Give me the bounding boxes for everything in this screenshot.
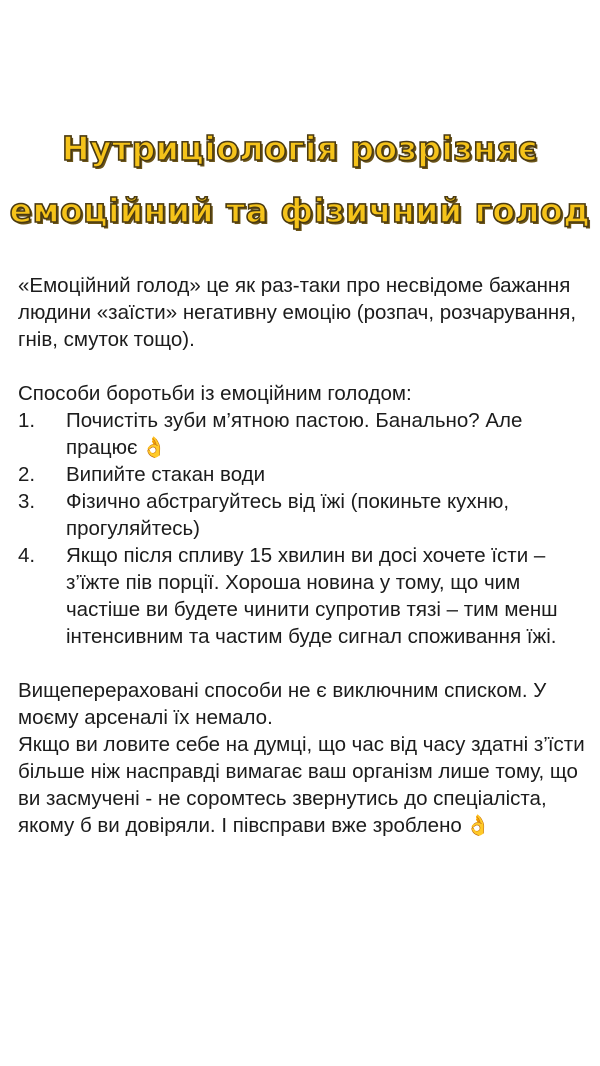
list-text: Якщо після спливу 15 хвилин ви досі хочете їсти – з’їжте пів порції. Хороша новина у тому, що чим частіше ви будете чинити супротив тязі – тим менш інтенсивним та частим буде сигнал споживання їжі. bbox=[66, 544, 558, 648]
closing-paragraph-1: Вищеперераховані способи не є виключним списком. У моєму арсеналі їх немало. bbox=[18, 679, 547, 729]
spacer bbox=[18, 650, 590, 677]
list-number: 1. bbox=[18, 409, 36, 432]
list-item bbox=[18, 461, 590, 488]
list-number: 3. bbox=[18, 490, 36, 513]
spacer bbox=[18, 353, 590, 380]
list-text: Випийте стакан води bbox=[66, 463, 266, 486]
list-number: 4. bbox=[18, 544, 36, 567]
intro-paragraph: «Емоційний голод» це як раз-таки про несвідоме бажання людини «заїсти» негативну емоцію (розпач, розчарування, гнів, смуток тощо). bbox=[18, 274, 577, 351]
list-number: 2. bbox=[18, 463, 36, 486]
list-item bbox=[18, 488, 590, 542]
list-item bbox=[18, 407, 590, 461]
list-item bbox=[18, 542, 590, 650]
title-line-1: Нутриціологія розрізняє bbox=[61, 129, 539, 168]
ok-hand-icon: 👌 bbox=[465, 813, 491, 837]
title bbox=[0, 118, 600, 242]
closing-paragraph-2: Якщо ви ловите себе на думці, що час від часу здатні з’їсти більше ніж насправді вимагає ваш організм лише тому, що ви засмучені - не соромтесь звернутись до спеціаліста, якому б ви довіряли. І півсправи вже зроблено 👌 bbox=[18, 733, 585, 837]
methods-heading: Способи боротьби із емоційним голодом: bbox=[18, 382, 412, 405]
list-text: Фізично абстрагуйтесь від їжі (покиньте кухню, прогуляйтесь) bbox=[66, 490, 510, 540]
list-text: Почистіть зуби м’ятною пастою. Банально? Але працює 👌 bbox=[66, 409, 523, 459]
article-body bbox=[18, 272, 590, 839]
title-line-2: емоційний та фізичний голод bbox=[9, 191, 591, 230]
ok-hand-icon: 👌 bbox=[141, 435, 167, 459]
